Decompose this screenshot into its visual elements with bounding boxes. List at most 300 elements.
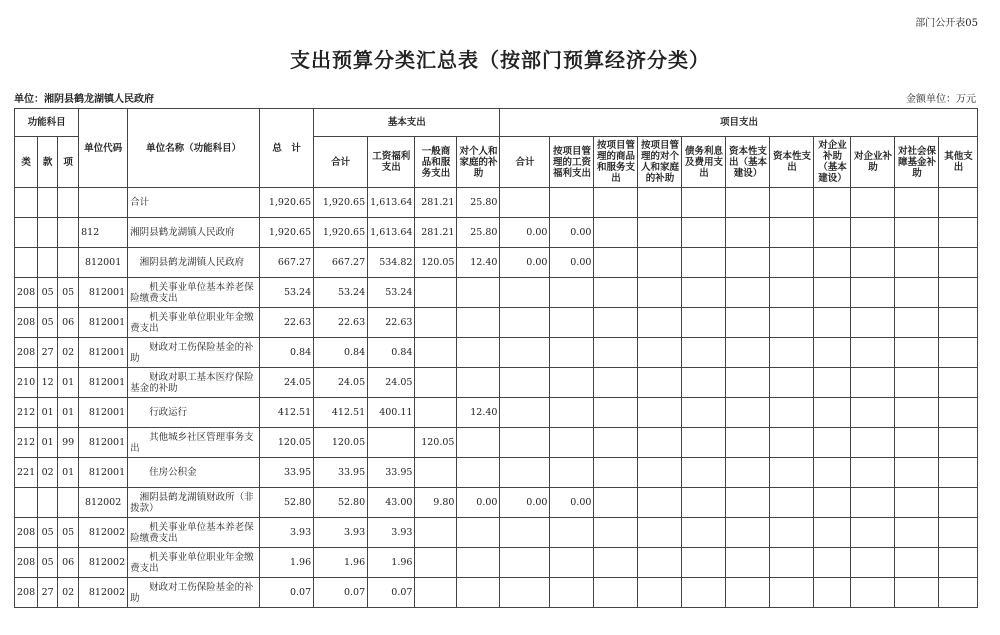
header-lei: 类 [15, 137, 38, 188]
cell-empty [851, 248, 895, 278]
cell-p-wage: 0.00 [550, 218, 594, 248]
cell-total: 52.80 [260, 488, 314, 518]
cell-b-wage: 0.07 [368, 578, 415, 608]
cell-b-personal: 12.40 [457, 398, 500, 428]
cell-empty [770, 428, 814, 458]
cell-name: 住房公积金 [128, 458, 260, 488]
cell-xiang: 02 [58, 338, 79, 368]
cell-empty [638, 458, 682, 488]
cell-code: 812002 [79, 488, 128, 518]
cell-b-goods [415, 518, 457, 548]
cell-total: 1.96 [260, 548, 314, 578]
cell-empty [814, 458, 851, 488]
cell-b-wage: 1.96 [368, 548, 415, 578]
cell-b-personal: 25.80 [457, 218, 500, 248]
cell-p-wage [550, 278, 594, 308]
header-total: 总 计 [260, 109, 314, 188]
cell-p-wage [550, 548, 594, 578]
table-row [15, 338, 978, 368]
cell-lei [15, 488, 38, 518]
header-project-goods: 按项目管理的商品和服务支出 [594, 137, 638, 188]
cell-empty [939, 428, 978, 458]
cell-empty [594, 368, 638, 398]
cell-empty [770, 518, 814, 548]
cell-empty [638, 398, 682, 428]
cell-code: 812001 [79, 368, 128, 398]
cell-empty [638, 428, 682, 458]
cell-b-personal [457, 548, 500, 578]
cell-name: 财政对工伤保险基金的补助 [128, 578, 260, 608]
cell-empty [682, 488, 726, 518]
cell-b-sum: 120.05 [314, 428, 368, 458]
cell-name: 机关事业单位基本养老保险缴费支出 [128, 278, 260, 308]
cell-code [79, 188, 128, 218]
cell-lei: 221 [15, 458, 38, 488]
cell-b-sum: 1,920.65 [314, 218, 368, 248]
cell-empty [939, 218, 978, 248]
cell-xiang: 02 [58, 578, 79, 608]
cell-p-wage [550, 518, 594, 548]
cell-b-sum: 53.24 [314, 278, 368, 308]
table-row [15, 578, 978, 608]
cell-empty [895, 518, 939, 548]
cell-empty [895, 248, 939, 278]
cell-b-personal [457, 368, 500, 398]
cell-b-goods: 9.80 [415, 488, 457, 518]
cell-p-sum [500, 458, 550, 488]
cell-empty [682, 578, 726, 608]
cell-b-sum: 52.80 [314, 488, 368, 518]
header-project-enterprise-build: 对企业补助（基本建设） [814, 137, 851, 188]
amount-unit-label: 金额单位：万元 [906, 94, 976, 105]
cell-empty [895, 548, 939, 578]
header-project-capital-build: 资本性支出（基本建设） [726, 137, 770, 188]
cell-empty [726, 248, 770, 278]
cell-empty [682, 518, 726, 548]
cell-empty [939, 398, 978, 428]
cell-empty [638, 278, 682, 308]
cell-empty [851, 428, 895, 458]
cell-b-wage: 43.00 [368, 488, 415, 518]
cell-empty [895, 398, 939, 428]
cell-name: 其他城乡社区管理事务支出 [128, 428, 260, 458]
cell-name: 机关事业单位基本养老保险缴费支出 [128, 518, 260, 548]
cell-lei: 208 [15, 278, 38, 308]
cell-b-sum: 412.51 [314, 398, 368, 428]
cell-empty [594, 458, 638, 488]
cell-empty [814, 518, 851, 548]
cell-empty [851, 548, 895, 578]
header-basic-goods: 一般商品和服务支出 [415, 137, 457, 188]
cell-empty [682, 188, 726, 218]
cell-empty [814, 398, 851, 428]
cell-lei: 212 [15, 428, 38, 458]
cell-empty [895, 578, 939, 608]
cell-lei: 210 [15, 368, 38, 398]
cell-total: 120.05 [260, 428, 314, 458]
cell-empty [726, 578, 770, 608]
cell-xiang: 01 [58, 398, 79, 428]
cell-empty [851, 308, 895, 338]
cell-empty [851, 278, 895, 308]
cell-empty [814, 188, 851, 218]
cell-empty [770, 398, 814, 428]
cell-total: 33.95 [260, 458, 314, 488]
cell-name: 湘阴县鹤龙湖镇人民政府 [128, 218, 260, 248]
header-basic-personal: 对个人和家庭的补助 [457, 137, 500, 188]
table-row [15, 428, 978, 458]
cell-empty [594, 578, 638, 608]
cell-name: 机关事业单位职业年金缴费支出 [128, 548, 260, 578]
cell-empty [594, 218, 638, 248]
header-project-personal: 按项目管理的对个人和家庭的补助 [638, 137, 682, 188]
header-project-social: 对社会保障基金补助 [895, 137, 939, 188]
cell-empty [638, 338, 682, 368]
cell-code: 812001 [79, 278, 128, 308]
cell-empty [594, 548, 638, 578]
cell-empty [638, 578, 682, 608]
cell-empty [770, 248, 814, 278]
cell-kuan [38, 188, 58, 218]
cell-name: 行政运行 [128, 398, 260, 428]
cell-code: 812001 [79, 428, 128, 458]
cell-empty [939, 278, 978, 308]
cell-code: 812001 [79, 458, 128, 488]
budget-table [14, 108, 978, 608]
table-row [15, 398, 978, 428]
header-kuan: 款 [38, 137, 58, 188]
cell-empty [638, 188, 682, 218]
cell-code: 812001 [79, 248, 128, 278]
cell-empty [682, 338, 726, 368]
cell-empty [682, 428, 726, 458]
cell-empty [770, 308, 814, 338]
header-project-enterprise: 对企业补助 [851, 137, 895, 188]
cell-empty [895, 488, 939, 518]
header-project-expenditure: 项目支出 [500, 109, 978, 137]
cell-p-sum [500, 398, 550, 428]
cell-name: 财政对职工基本医疗保险基金的补助 [128, 368, 260, 398]
cell-code: 812002 [79, 518, 128, 548]
cell-kuan: 12 [38, 368, 58, 398]
cell-b-sum: 22.63 [314, 308, 368, 338]
cell-empty [851, 458, 895, 488]
cell-empty [895, 368, 939, 398]
cell-b-wage: 33.95 [368, 458, 415, 488]
header-project-other: 其他支出 [939, 137, 978, 188]
cell-empty [895, 188, 939, 218]
table-row [15, 278, 978, 308]
cell-empty [594, 188, 638, 218]
cell-empty [895, 428, 939, 458]
cell-b-sum: 24.05 [314, 368, 368, 398]
cell-empty [770, 548, 814, 578]
cell-empty [770, 578, 814, 608]
cell-lei [15, 188, 38, 218]
cell-b-goods [415, 398, 457, 428]
cell-kuan: 05 [38, 548, 58, 578]
cell-empty [726, 458, 770, 488]
cell-code: 812001 [79, 308, 128, 338]
cell-empty [814, 218, 851, 248]
cell-b-goods: 120.05 [415, 248, 457, 278]
cell-b-goods [415, 368, 457, 398]
cell-empty [770, 218, 814, 248]
cell-empty [939, 458, 978, 488]
cell-total: 0.84 [260, 338, 314, 368]
cell-code: 812 [79, 218, 128, 248]
table-row [15, 218, 978, 248]
cell-empty [851, 578, 895, 608]
cell-b-goods: 281.21 [415, 218, 457, 248]
header-func-subject: 功能科目 [15, 109, 79, 137]
cell-xiang: 06 [58, 548, 79, 578]
header-unit-code: 单位代码 [79, 109, 128, 188]
cell-xiang: 99 [58, 428, 79, 458]
cell-b-personal: 25.80 [457, 188, 500, 218]
cell-lei: 212 [15, 398, 38, 428]
cell-b-personal: 12.40 [457, 248, 500, 278]
cell-empty [851, 368, 895, 398]
cell-empty [594, 398, 638, 428]
cell-lei: 208 [15, 578, 38, 608]
cell-b-goods: 281.21 [415, 188, 457, 218]
table-row [15, 458, 978, 488]
cell-b-wage: 3.93 [368, 518, 415, 548]
cell-name: 湘阴县鹤龙湖镇人民政府 [128, 248, 260, 278]
cell-empty [726, 218, 770, 248]
cell-lei: 208 [15, 548, 38, 578]
cell-total: 667.27 [260, 248, 314, 278]
table-body [15, 188, 978, 608]
cell-kuan [38, 488, 58, 518]
cell-b-sum: 3.93 [314, 518, 368, 548]
cell-kuan [38, 218, 58, 248]
cell-total: 412.51 [260, 398, 314, 428]
cell-empty [939, 308, 978, 338]
cell-empty [851, 518, 895, 548]
cell-kuan: 01 [38, 428, 58, 458]
cell-xiang [58, 218, 79, 248]
table-row [15, 548, 978, 578]
cell-empty [851, 188, 895, 218]
cell-empty [682, 458, 726, 488]
cell-empty [895, 218, 939, 248]
cell-b-sum: 33.95 [314, 458, 368, 488]
cell-empty [770, 278, 814, 308]
cell-kuan: 27 [38, 578, 58, 608]
cell-b-personal [457, 518, 500, 548]
cell-empty [726, 548, 770, 578]
cell-empty [895, 338, 939, 368]
cell-total: 0.07 [260, 578, 314, 608]
cell-empty [939, 188, 978, 218]
cell-name: 机关事业单位职业年金缴费支出 [128, 308, 260, 338]
cell-empty [594, 428, 638, 458]
cell-empty [726, 518, 770, 548]
cell-empty [638, 218, 682, 248]
cell-xiang: 05 [58, 518, 79, 548]
cell-p-wage [550, 578, 594, 608]
cell-empty [594, 488, 638, 518]
header-project-sum: 合计 [500, 137, 550, 188]
cell-p-wage: 0.00 [550, 248, 594, 278]
table-row [15, 308, 978, 338]
table-row [15, 518, 978, 548]
cell-p-sum [500, 578, 550, 608]
cell-lei: 208 [15, 338, 38, 368]
cell-b-wage: 400.11 [368, 398, 415, 428]
cell-p-sum [500, 188, 550, 218]
cell-lei [15, 218, 38, 248]
cell-empty [682, 218, 726, 248]
cell-b-sum: 1,920.65 [314, 188, 368, 218]
cell-empty [814, 278, 851, 308]
cell-kuan: 05 [38, 308, 58, 338]
cell-xiang [58, 248, 79, 278]
cell-empty [895, 308, 939, 338]
cell-empty [851, 398, 895, 428]
cell-empty [638, 368, 682, 398]
cell-kuan: 01 [38, 398, 58, 428]
cell-b-wage: 534.82 [368, 248, 415, 278]
cell-empty [939, 518, 978, 548]
cell-empty [814, 548, 851, 578]
cell-empty [814, 308, 851, 338]
cell-empty [726, 488, 770, 518]
header-project-debt: 债务利息及费用支出 [682, 137, 726, 188]
cell-kuan: 05 [38, 518, 58, 548]
cell-p-wage [550, 338, 594, 368]
cell-empty [770, 458, 814, 488]
cell-empty [770, 188, 814, 218]
cell-empty [594, 248, 638, 278]
cell-empty [814, 368, 851, 398]
cell-empty [638, 488, 682, 518]
cell-b-sum: 0.07 [314, 578, 368, 608]
cell-empty [939, 338, 978, 368]
cell-b-sum: 0.84 [314, 338, 368, 368]
cell-p-wage [550, 458, 594, 488]
cell-empty [851, 338, 895, 368]
cell-p-wage [550, 398, 594, 428]
cell-kuan: 05 [38, 278, 58, 308]
cell-empty [594, 338, 638, 368]
cell-p-sum [500, 428, 550, 458]
cell-xiang [58, 188, 79, 218]
cell-code: 812002 [79, 578, 128, 608]
cell-empty [726, 308, 770, 338]
cell-empty [770, 488, 814, 518]
cell-empty [726, 338, 770, 368]
cell-p-sum [500, 518, 550, 548]
cell-empty [726, 368, 770, 398]
cell-empty [814, 578, 851, 608]
cell-p-wage: 0.00 [550, 488, 594, 518]
cell-empty [594, 308, 638, 338]
cell-b-goods [415, 338, 457, 368]
cell-b-goods [415, 548, 457, 578]
cell-empty [726, 398, 770, 428]
cell-empty [895, 278, 939, 308]
cell-empty [851, 218, 895, 248]
header-project-wage: 按项目管理的工资福利支出 [550, 137, 594, 188]
cell-b-wage: 1,613.64 [368, 218, 415, 248]
cell-empty [594, 518, 638, 548]
cell-empty [851, 488, 895, 518]
header-project-capital: 资本性支出 [770, 137, 814, 188]
cell-name: 财政对工伤保险基金的补助 [128, 338, 260, 368]
cell-empty [939, 578, 978, 608]
cell-b-sum: 667.27 [314, 248, 368, 278]
table-header [15, 109, 978, 188]
cell-b-personal [457, 338, 500, 368]
cell-p-sum [500, 368, 550, 398]
cell-xiang: 06 [58, 308, 79, 338]
cell-code: 812001 [79, 398, 128, 428]
cell-empty [638, 248, 682, 278]
cell-p-sum [500, 308, 550, 338]
cell-empty [594, 278, 638, 308]
cell-total: 3.93 [260, 518, 314, 548]
cell-p-sum [500, 338, 550, 368]
header-basic-wage: 工资福利支出 [368, 137, 415, 188]
cell-p-wage [550, 308, 594, 338]
header-unit-name: 单位名称（功能科目） [128, 109, 260, 188]
cell-b-goods [415, 578, 457, 608]
cell-total: 1,920.65 [260, 218, 314, 248]
cell-xiang: 01 [58, 368, 79, 398]
cell-lei [15, 248, 38, 278]
cell-empty [939, 368, 978, 398]
cell-empty [726, 278, 770, 308]
cell-b-personal: 0.00 [457, 488, 500, 518]
cell-p-sum [500, 278, 550, 308]
cell-lei: 208 [15, 518, 38, 548]
cell-b-wage: 22.63 [368, 308, 415, 338]
cell-empty [682, 278, 726, 308]
cell-p-sum [500, 548, 550, 578]
table-row [15, 488, 978, 518]
cell-empty [726, 188, 770, 218]
cell-empty [814, 338, 851, 368]
cell-empty [939, 248, 978, 278]
cell-name: 合计 [128, 188, 260, 218]
unit-label: 单位：湘阴县鹤龙湖镇人民政府 [14, 94, 154, 105]
table-row [15, 368, 978, 398]
table-row [15, 188, 978, 218]
cell-b-goods [415, 308, 457, 338]
cell-p-wage [550, 188, 594, 218]
cell-b-personal [457, 458, 500, 488]
cell-empty [939, 548, 978, 578]
cell-empty [814, 248, 851, 278]
cell-code: 812002 [79, 548, 128, 578]
cell-empty [895, 458, 939, 488]
cell-b-goods [415, 458, 457, 488]
cell-p-wage [550, 428, 594, 458]
cell-xiang [58, 488, 79, 518]
cell-b-personal [457, 428, 500, 458]
cell-name: 湘阴县鹤龙湖镇财政所（非拨款） [128, 488, 260, 518]
cell-b-wage: 24.05 [368, 368, 415, 398]
cell-xiang: 05 [58, 278, 79, 308]
cell-kuan: 02 [38, 458, 58, 488]
cell-empty [770, 338, 814, 368]
cell-empty [638, 518, 682, 548]
cell-empty [682, 548, 726, 578]
cell-empty [682, 398, 726, 428]
